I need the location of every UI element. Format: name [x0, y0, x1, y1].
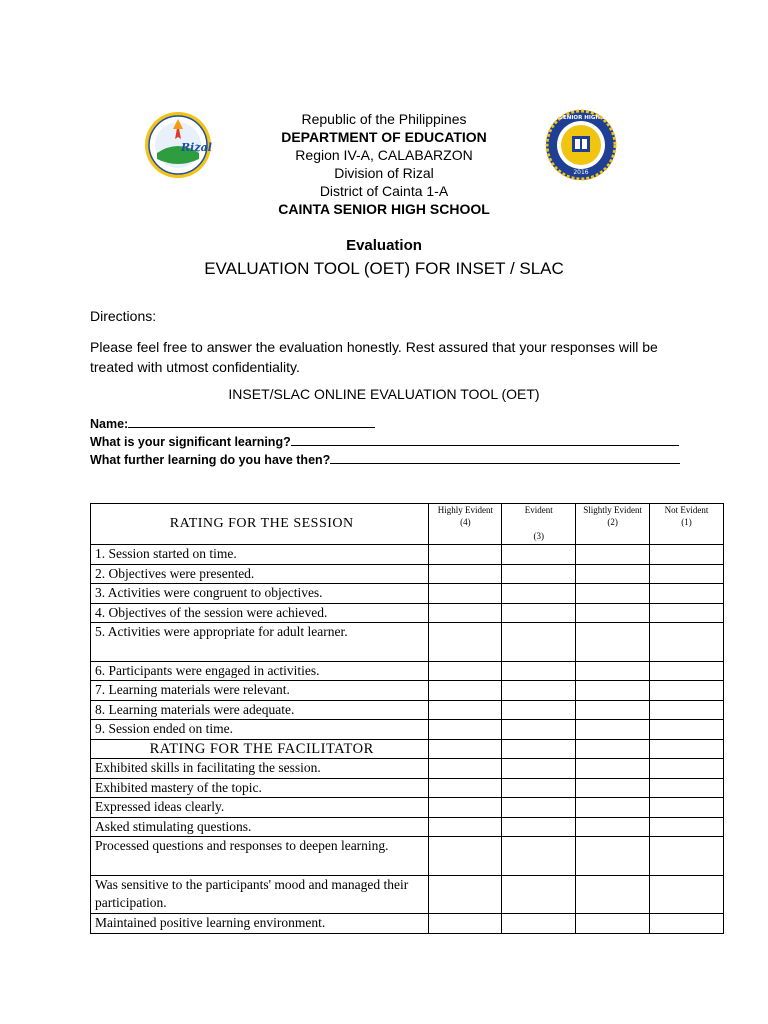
table-row	[91, 564, 724, 584]
rating-cell[interactable]	[502, 798, 576, 818]
col-not-evident	[650, 504, 724, 545]
session-criterion: 9. Session ended on time.	[91, 720, 429, 740]
rating-cell[interactable]	[576, 914, 650, 934]
table-row	[91, 623, 724, 662]
rating-cell[interactable]	[502, 584, 576, 604]
rating-cell[interactable]	[576, 564, 650, 584]
table-row	[91, 700, 724, 720]
seal-ring-text: CAINTA SENIOR HIGH SCHOOL	[534, 115, 628, 121]
rating-cell[interactable]	[429, 759, 502, 779]
table-row	[91, 914, 724, 934]
rating-cell[interactable]	[502, 875, 576, 914]
significant-learning-line[interactable]	[291, 433, 679, 446]
rating-cell[interactable]	[429, 564, 502, 584]
rating-cell[interactable]	[576, 603, 650, 623]
deped-line: DEPARTMENT OF EDUCATION	[281, 129, 487, 145]
session-criterion: 5. Activities were appropriate for adult learner.	[91, 623, 429, 662]
logo-text: Rizal	[181, 141, 212, 154]
facilitator-criterion: Processed questions and responses to deepen learning.	[91, 837, 429, 876]
table-row	[91, 837, 724, 876]
rating-cell[interactable]	[650, 798, 724, 818]
table-row	[91, 661, 724, 681]
session-criterion: 6. Participants were engaged in activities.	[91, 661, 429, 681]
col-score: (2)	[607, 517, 618, 527]
rating-cell[interactable]	[429, 720, 502, 740]
table-row	[91, 545, 724, 565]
table-row	[91, 798, 724, 818]
rating-cell[interactable]	[429, 681, 502, 701]
rating-cell[interactable]	[650, 661, 724, 681]
rating-cell[interactable]	[576, 739, 650, 759]
table-row	[91, 759, 724, 779]
rating-cell[interactable]	[429, 914, 502, 934]
rating-cell[interactable]	[429, 661, 502, 681]
rating-cell[interactable]	[650, 545, 724, 565]
facilitator-criterion: Expressed ideas clearly.	[91, 798, 429, 818]
rating-cell[interactable]	[650, 603, 724, 623]
rating-cell[interactable]	[502, 778, 576, 798]
col-label: Slightly Evident	[583, 505, 643, 515]
table-header-row	[91, 504, 724, 545]
rating-cell[interactable]	[429, 875, 502, 914]
rating-cell[interactable]	[502, 759, 576, 779]
rating-cell[interactable]	[576, 837, 650, 876]
region-line: Region IV-A, CALABARZON	[295, 147, 473, 163]
col-score: (4)	[460, 517, 471, 527]
further-learning-label: What further learning do you have then?	[90, 453, 331, 467]
rating-cell[interactable]	[650, 837, 724, 876]
rating-cell[interactable]	[576, 817, 650, 837]
table-row	[91, 681, 724, 701]
republic-line: Republic of the Philippines	[301, 111, 467, 127]
significant-learning-field[interactable]	[90, 433, 680, 451]
col-label: Not Evident	[664, 505, 709, 515]
facilitator-criterion: Maintained positive learning environment.	[91, 914, 429, 934]
table-row	[91, 817, 724, 837]
rating-cell[interactable]	[502, 837, 576, 876]
rating-cell[interactable]	[650, 623, 724, 662]
rating-cell[interactable]	[576, 720, 650, 740]
session-header: RATING FOR THE SESSION	[91, 504, 429, 545]
rating-cell[interactable]	[429, 837, 502, 876]
col-highly-evident	[429, 504, 502, 545]
directions-label: Directions:	[90, 308, 157, 324]
rating-cell[interactable]	[576, 759, 650, 779]
session-criterion: 3. Activities were congruent to objectives.	[91, 584, 429, 604]
rating-cell[interactable]	[576, 584, 650, 604]
rating-cell[interactable]	[502, 914, 576, 934]
rating-cell[interactable]	[429, 545, 502, 565]
rating-cell[interactable]	[576, 700, 650, 720]
further-learning-field[interactable]	[90, 451, 680, 469]
name-field[interactable]	[90, 415, 680, 433]
rating-cell[interactable]	[576, 798, 650, 818]
session-criterion: 4. Objectives of the session were achieved.	[91, 603, 429, 623]
rating-cell[interactable]	[502, 603, 576, 623]
rating-cell[interactable]	[650, 584, 724, 604]
evaluation-label: Evaluation	[346, 237, 422, 254]
rating-cell[interactable]	[502, 564, 576, 584]
rating-cell[interactable]	[429, 623, 502, 662]
rating-cell[interactable]	[650, 739, 724, 759]
facilitator-section-row	[91, 739, 724, 759]
school-line: CAINTA SENIOR HIGH SCHOOL	[278, 201, 490, 217]
facilitator-criterion: Exhibited mastery of the topic.	[91, 778, 429, 798]
rating-cell[interactable]	[502, 661, 576, 681]
division-line: Division of Rizal	[334, 165, 434, 181]
rating-cell[interactable]	[650, 700, 724, 720]
rating-cell[interactable]	[429, 700, 502, 720]
rating-cell[interactable]	[576, 875, 650, 914]
rating-cell[interactable]	[650, 759, 724, 779]
session-criterion: 7. Learning materials were relevant.	[91, 681, 429, 701]
rating-cell[interactable]	[576, 681, 650, 701]
table-row	[91, 584, 724, 604]
district-line: District of Cainta 1-A	[319, 183, 449, 199]
col-evident	[502, 504, 576, 545]
session-criterion: 2. Objectives were presented.	[91, 564, 429, 584]
rating-cell[interactable]	[502, 681, 576, 701]
further-learning-line[interactable]	[330, 451, 680, 464]
rating-cell[interactable]	[576, 778, 650, 798]
table-row	[91, 778, 724, 798]
evaluation-title: EVALUATION TOOL (OET) FOR INSET / SLAC	[204, 259, 564, 278]
facilitator-criterion: Exhibited skills in facilitating the session.	[91, 759, 429, 779]
facilitator-header: RATING FOR THE FACILITATOR	[91, 739, 429, 759]
table-row	[91, 875, 724, 914]
rating-cell[interactable]	[650, 720, 724, 740]
session-criterion: 8. Learning materials were adequate.	[91, 700, 429, 720]
rating-cell[interactable]	[650, 914, 724, 934]
table-row	[91, 603, 724, 623]
rating-cell[interactable]	[502, 545, 576, 565]
rating-table	[90, 503, 724, 934]
session-criterion: 1. Session started on time.	[91, 545, 429, 565]
col-label: Highly Evident	[437, 505, 493, 515]
rating-cell[interactable]	[502, 720, 576, 740]
name-line[interactable]	[128, 415, 375, 428]
col-score: (3)	[533, 531, 544, 541]
response-fields	[90, 415, 680, 469]
facilitator-criterion: Asked stimulating questions.	[91, 817, 429, 837]
rating-cell[interactable]	[502, 817, 576, 837]
rating-cell[interactable]	[576, 623, 650, 662]
table-row	[91, 720, 724, 740]
rating-cell[interactable]	[429, 817, 502, 837]
rating-cell[interactable]	[502, 700, 576, 720]
rating-cell[interactable]	[650, 875, 724, 914]
oet-title: INSET/SLAC ONLINE EVALUATION TOOL (OET)	[228, 386, 540, 402]
col-score: (1)	[681, 517, 692, 527]
significant-learning-label: What is your significant learning?	[90, 435, 291, 449]
rating-cell[interactable]	[429, 603, 502, 623]
rating-cell[interactable]	[429, 739, 502, 759]
col-label: Evident	[524, 505, 553, 515]
rating-cell[interactable]	[650, 778, 724, 798]
rating-cell[interactable]	[429, 584, 502, 604]
rating-cell[interactable]	[429, 798, 502, 818]
letterhead	[0, 110, 768, 218]
rating-cell[interactable]	[502, 739, 576, 759]
seal-year: 2016	[573, 169, 589, 176]
rating-cell[interactable]	[429, 778, 502, 798]
rating-cell[interactable]	[576, 661, 650, 681]
facilitator-criterion: Was sensitive to the participants' mood and managed their participation.	[91, 875, 429, 914]
rating-cell[interactable]	[502, 623, 576, 662]
directions-text: Please feel free to answer the evaluation honestly. Rest assured that your responses will be treated with utmost confidentiality.	[90, 339, 658, 375]
rating-cell[interactable]	[650, 681, 724, 701]
col-slightly-evident	[576, 504, 650, 545]
rating-cell[interactable]	[650, 817, 724, 837]
rating-cell[interactable]	[650, 564, 724, 584]
name-label: Name:	[90, 417, 129, 431]
rating-cell[interactable]	[576, 545, 650, 565]
